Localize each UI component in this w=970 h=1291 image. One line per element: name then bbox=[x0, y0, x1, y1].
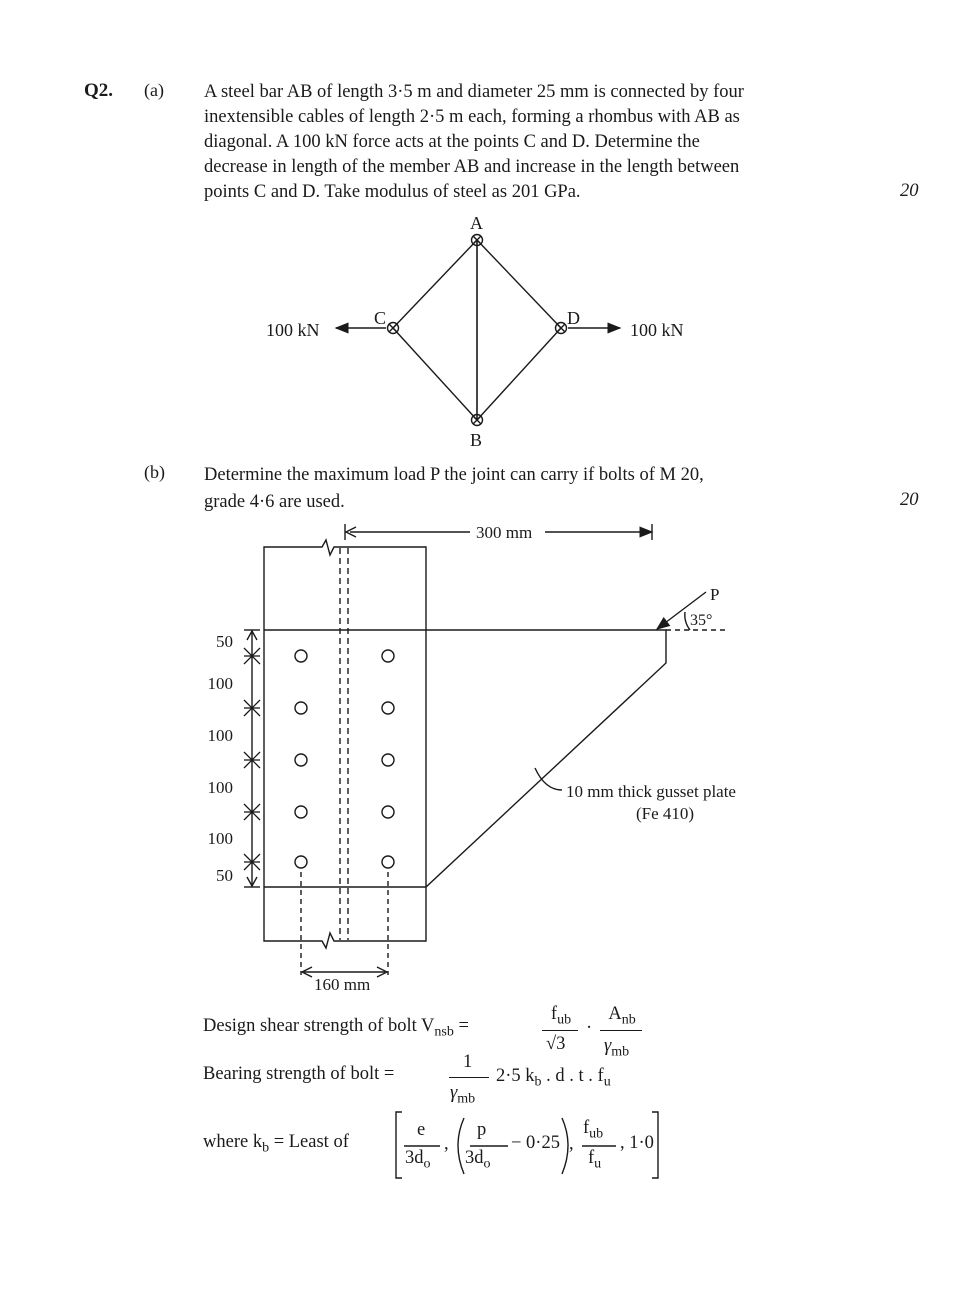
dim-300: 300 mm bbox=[476, 523, 533, 542]
spacing-label: 100 bbox=[207, 778, 233, 797]
fub-numerator: $f_{ub}$ bbox=[550, 1004, 572, 1028]
cable-ad bbox=[477, 240, 561, 328]
gusset-plate bbox=[264, 630, 666, 887]
kb-e: e bbox=[417, 1120, 426, 1140]
question-number: Q2. bbox=[84, 80, 114, 101]
sqrt3: √3 bbox=[546, 1034, 566, 1054]
bolt-hole bbox=[295, 650, 307, 662]
kb-one: , 1·0 bbox=[620, 1133, 654, 1153]
load-right-label: 100 kN bbox=[630, 320, 684, 340]
bolt-hole bbox=[382, 650, 394, 662]
spacing-label: 50 bbox=[216, 632, 233, 651]
part-b-line: Determine the maximum load P the joint can carry if bolts of M 20, bbox=[204, 465, 704, 485]
part-a-label: (a) bbox=[144, 80, 164, 100]
bolt-hole bbox=[382, 754, 394, 766]
kb-3d0-a: $3d_o$ bbox=[405, 1148, 431, 1172]
bearing-formula-label: Bearing strength of bolt = bbox=[203, 1064, 395, 1084]
label-a: A bbox=[470, 213, 483, 233]
part-b-label: (b) bbox=[144, 462, 165, 482]
bolt-hole bbox=[295, 702, 307, 714]
kb-minus: − 0·25 bbox=[511, 1133, 560, 1153]
shear-formula-label bbox=[203, 1016, 469, 1041]
part-b-text bbox=[204, 462, 879, 516]
kb-definition-label: where $k_b$ = Least of bbox=[203, 1132, 349, 1156]
fraction-bar bbox=[449, 1077, 489, 1078]
load-p-label: P bbox=[710, 585, 720, 604]
part-a-line: points C and D. Take modulus of steel as 201 GPa. bbox=[204, 182, 581, 202]
gamma-mb-denominator: $\gamma_{mb}$ bbox=[604, 1036, 630, 1060]
kb-fub: $f_{ub}$ bbox=[583, 1118, 604, 1142]
label-b: B bbox=[470, 430, 483, 450]
bearing-one: 1 bbox=[463, 1052, 473, 1072]
bolt-hole bbox=[295, 856, 307, 868]
gusset-label-2: (Fe 410) bbox=[636, 804, 695, 823]
bolt-hole bbox=[382, 806, 394, 818]
cable-db bbox=[477, 328, 561, 420]
kb-comma: , bbox=[444, 1134, 449, 1154]
fraction-bar bbox=[600, 1030, 642, 1031]
gusset-label-1: 10 mm thick gusset plate bbox=[566, 782, 736, 801]
dot-operator: · bbox=[586, 1018, 593, 1038]
kb-p: p bbox=[477, 1120, 487, 1140]
bolted-joint-figure bbox=[0, 510, 970, 1000]
shear-eq: = bbox=[458, 1016, 469, 1036]
bearing-expression: 2·5 $k_b$ . d . t . $f_u$ bbox=[496, 1066, 611, 1090]
part-a-line: A steel bar AB of length 3·5 m and diameter 25 mm is connected by four bbox=[204, 82, 744, 102]
rhombus-figure bbox=[0, 0, 970, 470]
kb-3d0-b: $3d_o$ bbox=[465, 1148, 491, 1172]
cable-cb bbox=[393, 328, 477, 420]
fraction-bar bbox=[542, 1030, 578, 1031]
part-b-line: grade 4·6 are used. bbox=[204, 492, 345, 512]
kb-fu: $f_u$ bbox=[588, 1148, 602, 1172]
label-c: C bbox=[374, 308, 387, 328]
shear-sub: nsb bbox=[434, 1024, 454, 1040]
part-a-marks: 20 bbox=[900, 181, 919, 201]
spacing-label: 50 bbox=[216, 866, 233, 885]
dim-160: 160 mm bbox=[314, 975, 371, 994]
label-d: D bbox=[567, 308, 580, 328]
cable-ac bbox=[393, 240, 477, 328]
bearing-gamma: $\gamma_{mb}$ bbox=[450, 1083, 476, 1107]
part-b-marks: 20 bbox=[900, 490, 919, 510]
part-a-line: diagonal. A 100 kN force acts at the points C and D. Determine the bbox=[204, 132, 700, 152]
part-a-line: inextensible cables of length 2·5 m each, forming a rhombus with AB as bbox=[204, 107, 740, 127]
part-a-line: decrease in length of the member AB and increase in the length between bbox=[204, 157, 740, 177]
bolt-hole bbox=[295, 754, 307, 766]
load-left-label: 100 kN bbox=[266, 320, 320, 340]
bolt-hole bbox=[382, 856, 394, 868]
spacing-label: 100 bbox=[207, 674, 233, 693]
spacing-label: 100 bbox=[207, 726, 233, 745]
kb-comma: , bbox=[569, 1134, 574, 1154]
anb-numerator: $A_{nb}$ bbox=[608, 1004, 636, 1028]
spacing-label: 100 bbox=[207, 829, 233, 848]
bolt-hole bbox=[382, 702, 394, 714]
angle-label: 35° bbox=[690, 612, 713, 629]
shear-prefix: Design shear strength of bolt V bbox=[203, 1016, 435, 1036]
bolt-hole bbox=[295, 806, 307, 818]
